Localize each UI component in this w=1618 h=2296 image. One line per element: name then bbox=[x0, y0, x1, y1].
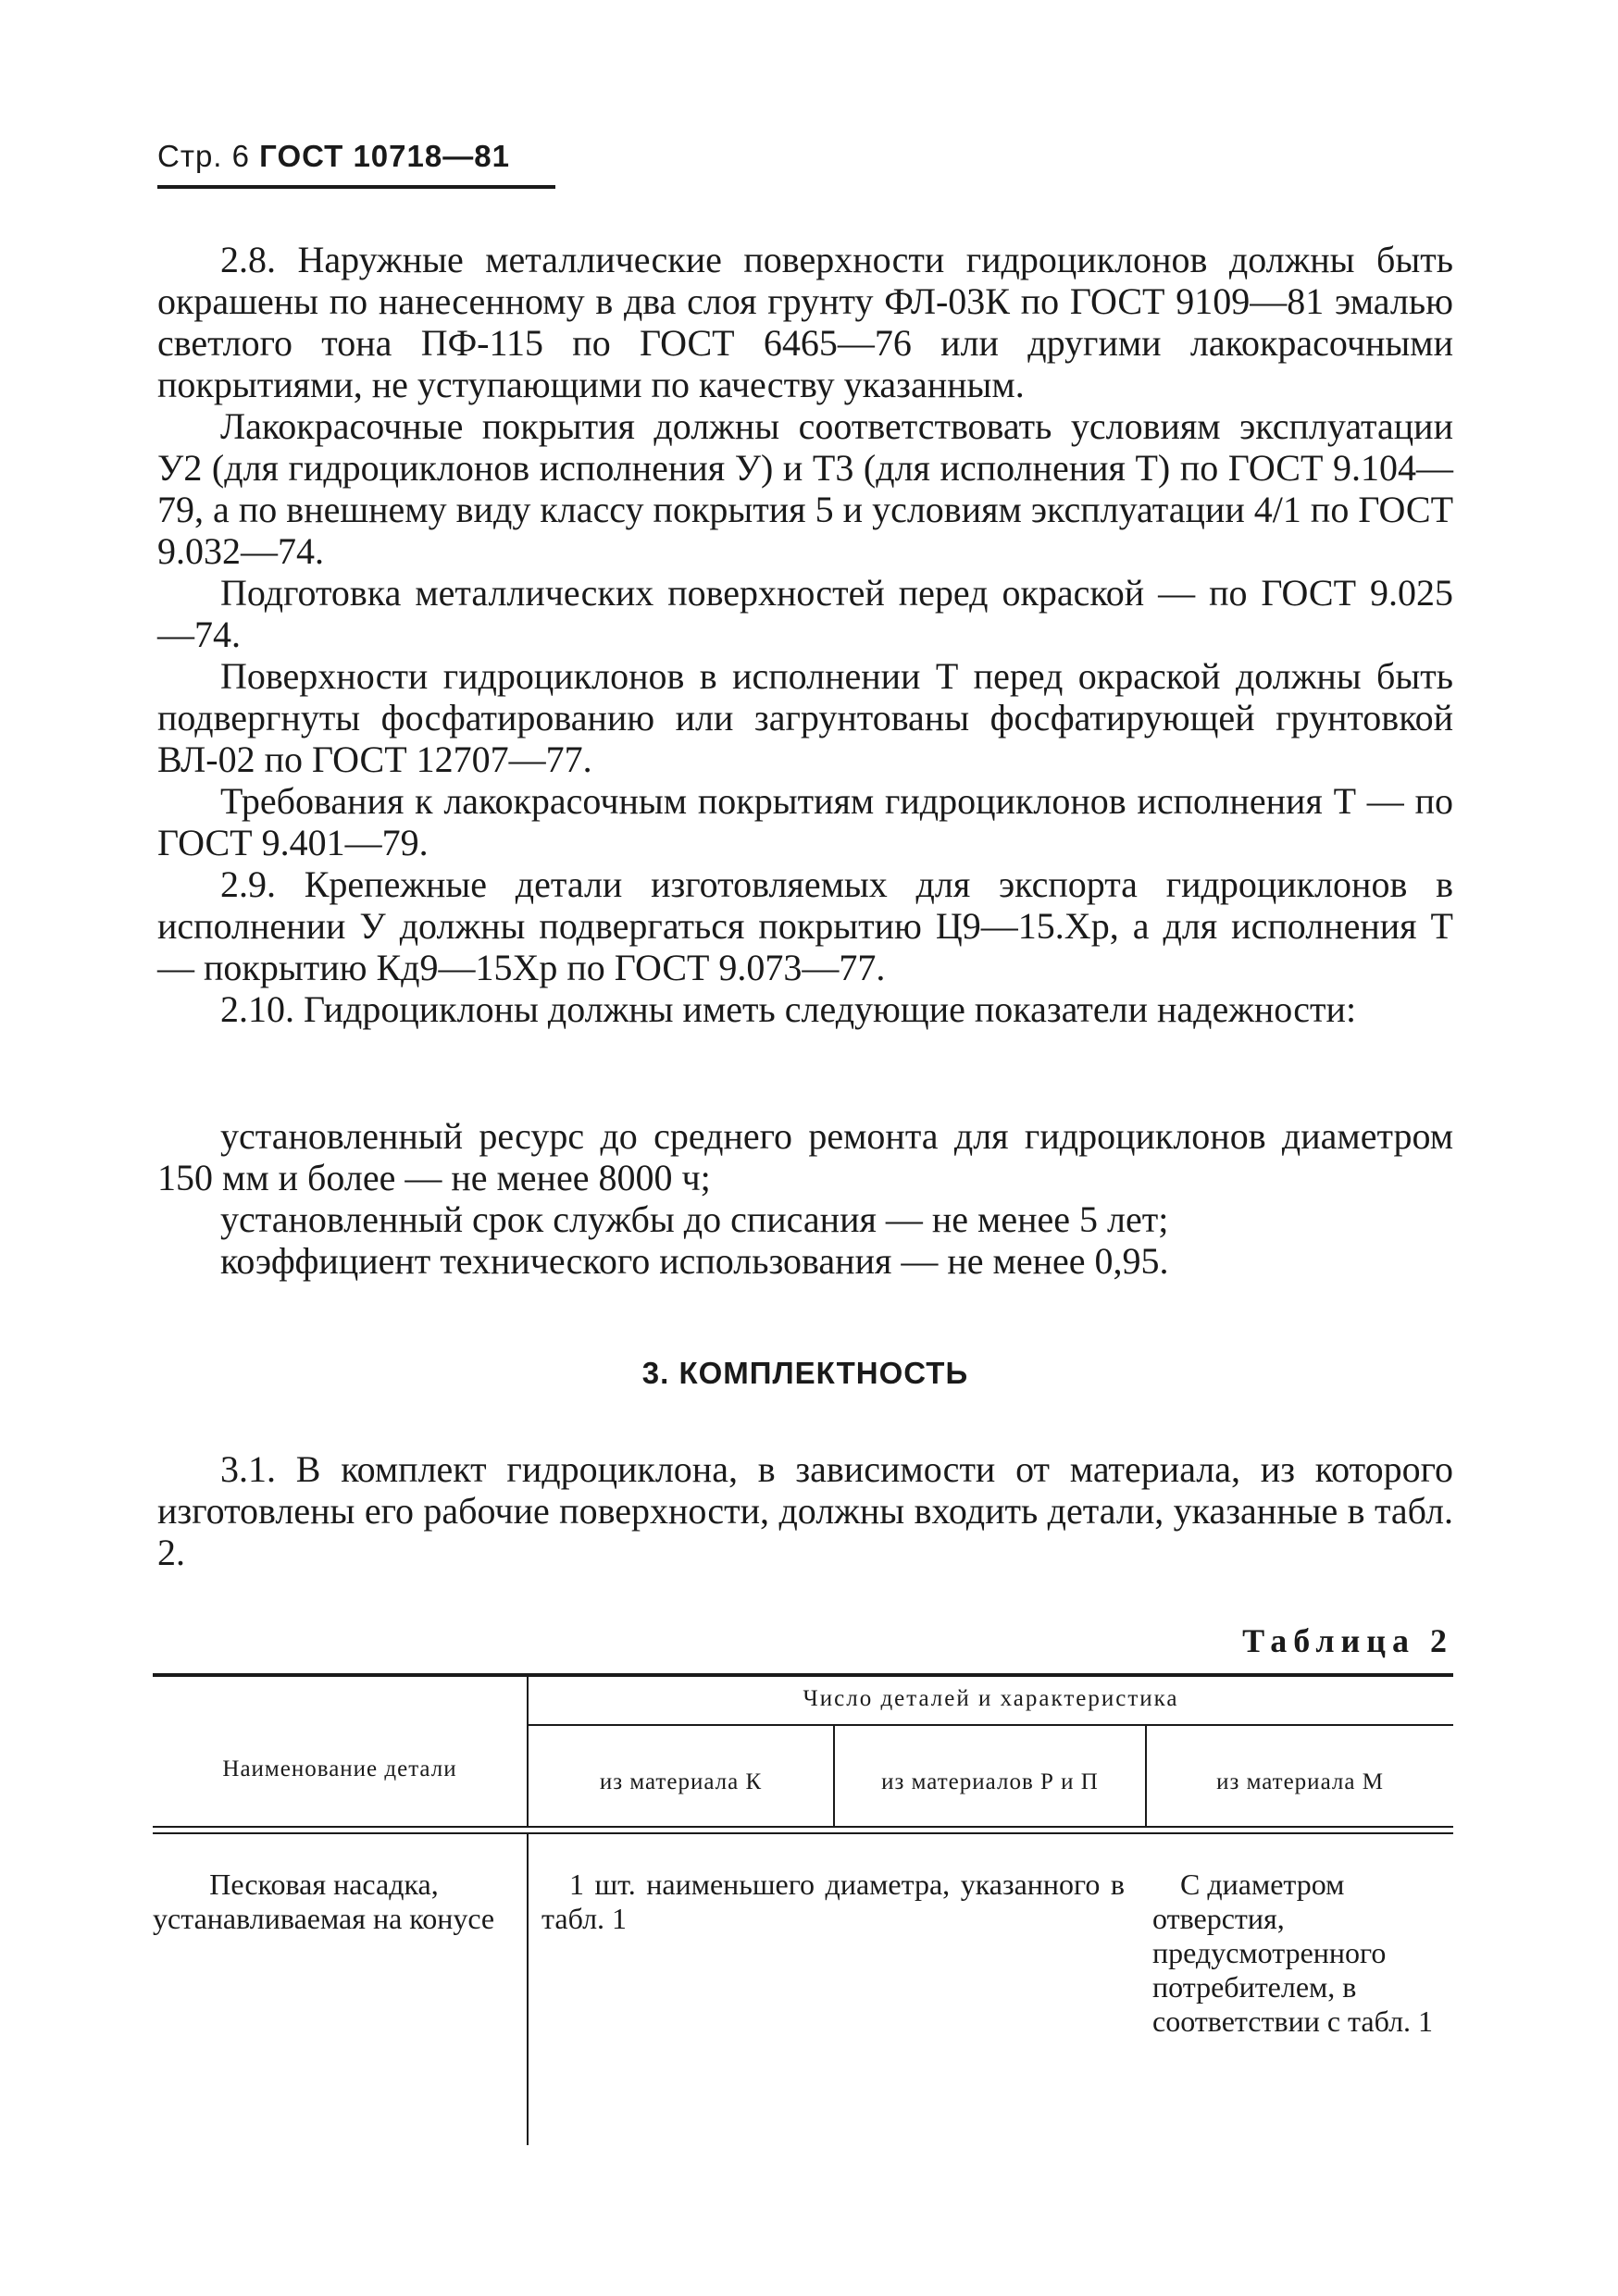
paragraph-2-10: 2.10. Гидроциклоны должны иметь следующие показатели надежности: bbox=[220, 988, 1357, 1030]
table-group-rule bbox=[528, 1724, 1453, 1726]
section-2-text bbox=[157, 239, 1453, 1030]
cell-material-m-line: С диаметром bbox=[1180, 1868, 1345, 1901]
page-header bbox=[157, 139, 555, 174]
paragraph-coatings: Лакокрасочные покрытия должны соответствовать условиям эксплуатации У2 (для гидроциклонов исполнения У) и Т3 (для исполнения Т) по ГОСТ 9.104—79, а по внешнему виду классу покрытия 5 и условиям эксплуатации 4/1 по ГОСТ 9.032—74. bbox=[157, 405, 1453, 572]
reliability-list bbox=[157, 1115, 1453, 1282]
standard-number: ГОСТ 10718—81 bbox=[259, 139, 510, 173]
cell-part-name bbox=[153, 1868, 495, 1936]
paragraph-requirements: Требования к лакокрасочным покрытиям гидроциклонов исполнения Т — по ГОСТ 9.401—79. bbox=[157, 780, 1453, 863]
header-material-m: из материала М bbox=[1216, 1769, 1384, 1794]
paragraph-2-9: 2.9. Крепежные детали изготовляемых для экспорта гидроциклонов в исполнении У должны подвергаться покрытию Ц9—15.Хр, а для исполнения Т — покрытию Кд9—15Хр по ГОСТ 9.073—77. bbox=[157, 863, 1453, 988]
list-item: установленный ресурс до среднего ремонта для гидроциклонов диаметром 150 мм и более — не менее 8000 ч; bbox=[157, 1115, 1453, 1198]
table-caption: Таблица 2 bbox=[1242, 1622, 1453, 1659]
paragraph-2-8: 2.8. Наружные металлические поверхности гидроциклонов должны быть окрашены по нанесенному в два слоя грунту ФЛ-03К по ГОСТ 9109—81 эмалью светлого тона ПФ-115 по ГОСТ 6465—76 или другими лакокрасочными покрытиями, не уступающими по качеству указанным. bbox=[157, 239, 1453, 405]
header-rule bbox=[157, 185, 555, 189]
table-header-rule bbox=[153, 1832, 1453, 1834]
cell-material-m-rest: отверстия, предусмотренного потребителем, в соответствии с табл. 1 bbox=[1152, 1902, 1434, 2038]
paragraph-3-1: 3.1. В комплект гидроциклона, в зависимости от материала, из которого изготовлены его рабочие поверхности, должны входить детали, указанные в табл. 2. bbox=[157, 1448, 1453, 1573]
paragraph-preparation: Подготовка металлических поверхностей перед окраской — по ГОСТ 9.025—74. bbox=[157, 572, 1453, 655]
cell-material-m bbox=[1152, 1868, 1435, 2039]
cell-material-k: 1 шт. наименьшего диаметра, указанного в табл. 1 bbox=[541, 1868, 1125, 1935]
list-item: установленный срок службы до списания — не менее 5 лет; bbox=[220, 1198, 1169, 1240]
paragraph-phosphating: Поверхности гидроциклонов в исполнении Т перед окраской должны быть подвергнуты фосфатированию или загрунтованы фосфатирующей грунтовкой ВЛ-02 по ГОСТ 12707—77. bbox=[157, 655, 1453, 780]
cell-part-name-line: Песковая насадка, bbox=[209, 1868, 439, 1901]
section-3-text bbox=[157, 1448, 1453, 1573]
table-header-rule bbox=[153, 1826, 1453, 1828]
section-3-title: 3. КОМПЛЕКТНОСТЬ bbox=[641, 1356, 969, 1390]
table-divider bbox=[527, 1834, 529, 2145]
table-top-rule bbox=[153, 1673, 1453, 1677]
page-number: Стр. 6 bbox=[157, 139, 250, 173]
cell-part-name-rest: устанавливаемая на конусе bbox=[153, 1902, 495, 1935]
header-material-rp: из материалов Р и П bbox=[881, 1769, 1099, 1794]
header-material-k: из материала К bbox=[599, 1769, 763, 1794]
list-item: коэффициент технического использования — не менее 0,95. bbox=[220, 1240, 1169, 1282]
header-count-group: Число деталей и характеристика bbox=[803, 1686, 1179, 1711]
header-part-name: Наименование детали bbox=[222, 1756, 457, 1781]
